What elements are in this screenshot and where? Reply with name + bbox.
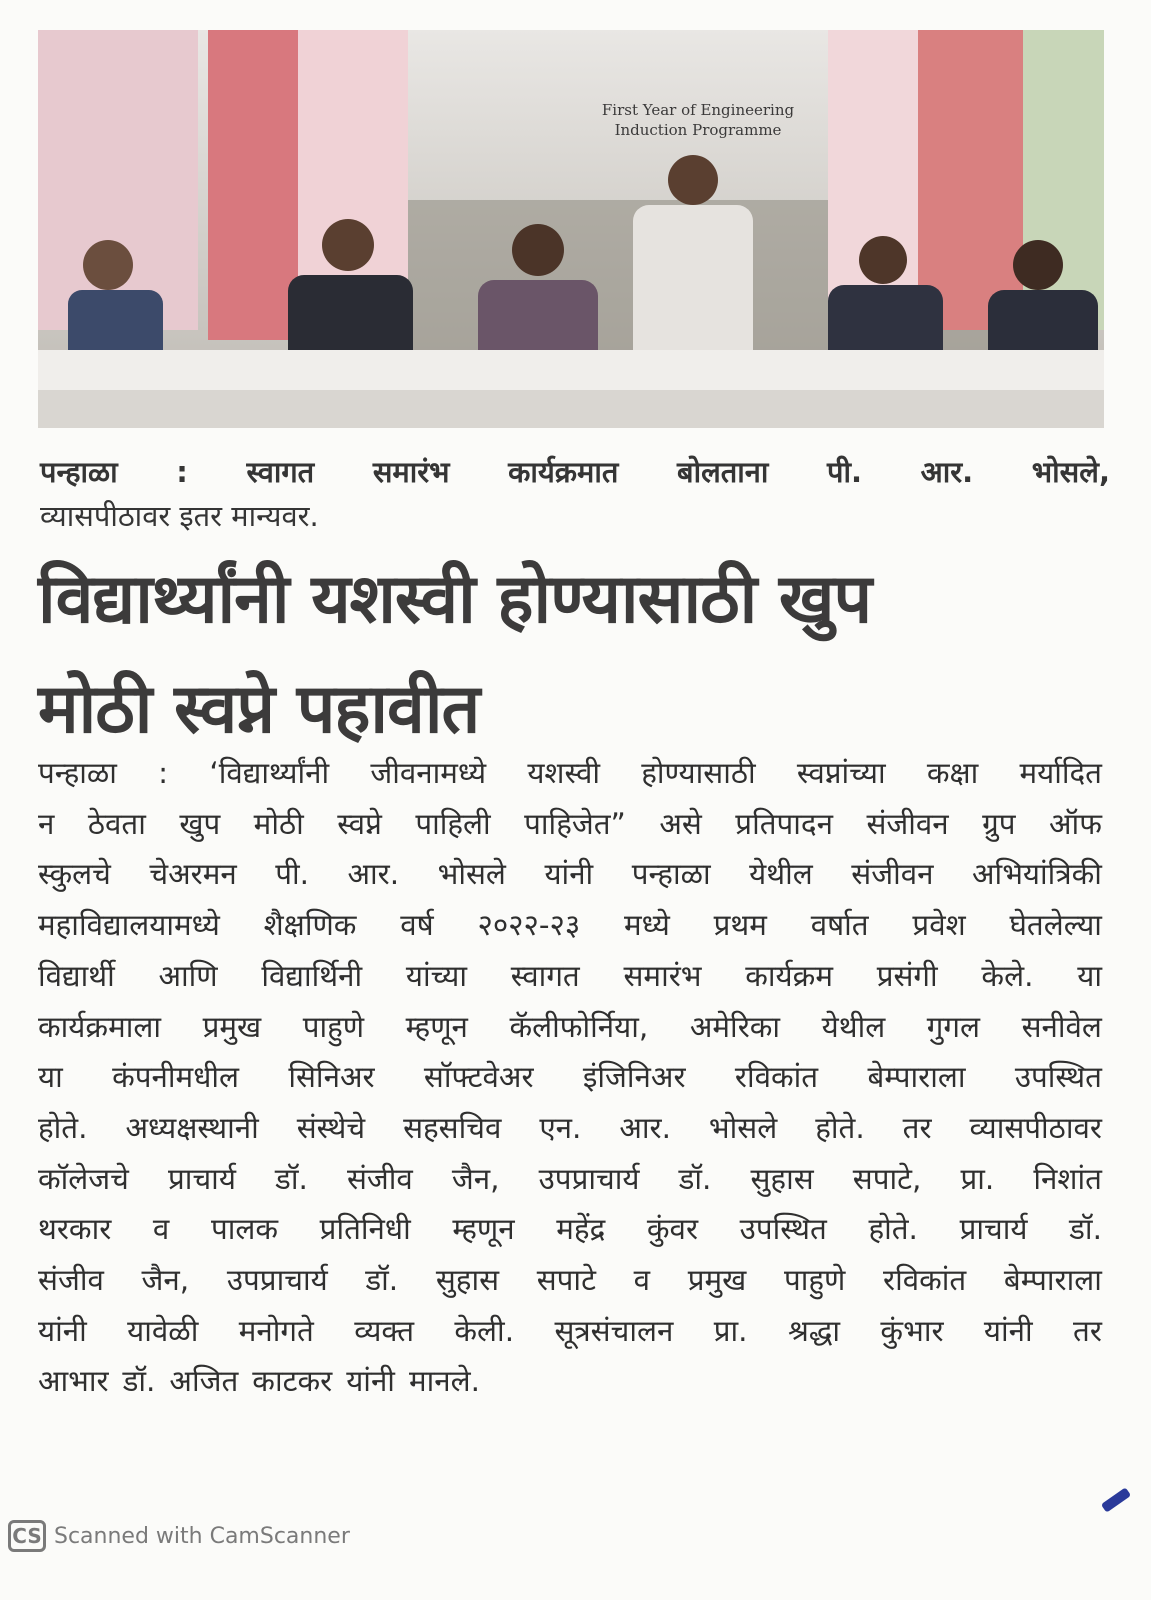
body-line: [38, 748, 1102, 799]
body-word: आर.: [619, 1110, 671, 1145]
body-word: अजित: [169, 1364, 239, 1399]
body-word: प्रा.: [713, 1313, 748, 1348]
body-word: संजीव: [38, 1263, 104, 1298]
caption-word: आर.: [920, 455, 974, 489]
body-word: मर्यादित: [1019, 756, 1102, 790]
body-word: रविकांत: [734, 1060, 819, 1095]
body-word: एन.: [539, 1110, 582, 1145]
banner-line-1: First Year of Engineering: [601, 101, 795, 119]
body-word: सपाटे,: [852, 1161, 922, 1196]
body-word: केले.: [981, 958, 1034, 993]
body-word: महेंद्र: [556, 1212, 606, 1247]
body-word: डॉ.: [1069, 1212, 1102, 1247]
body-word: मनोगते: [238, 1313, 314, 1348]
body-word: पाहिजेत”: [524, 806, 626, 841]
caption-word: समारंभ: [372, 455, 450, 489]
body-word: कार्यक्रम: [745, 958, 833, 993]
body-line: [38, 1255, 1102, 1306]
body-word: तर: [1073, 1313, 1102, 1348]
headline-line-1: विद्यार्थ्यांनी यशस्वी होण्यासाठी खुप: [38, 560, 872, 639]
body-word: विद्यार्थी: [38, 958, 115, 993]
camscanner-label: Scanned with CamScanner: [54, 1523, 350, 1549]
body-word: या: [1077, 958, 1102, 993]
body-word: असे: [659, 806, 702, 841]
body-word: प्रतिपादन: [735, 806, 833, 841]
banner-line-2: Induction Programme: [614, 121, 782, 139]
body-word: उपप्राचार्य: [226, 1263, 328, 1298]
body-word: काटकर: [252, 1364, 333, 1399]
body-word: सनीवेल: [1021, 1009, 1102, 1044]
caption-word: बोलताना: [677, 455, 769, 489]
body-word: येथील: [749, 857, 813, 892]
body-word: गुगल: [926, 1009, 981, 1044]
body-word: डॉ.: [275, 1161, 308, 1196]
body-word: होण्यासाठी: [641, 756, 756, 790]
body-word: निशांत: [1033, 1161, 1102, 1196]
body-line: [38, 1154, 1102, 1205]
body-word: जैन,: [141, 1263, 190, 1298]
body-word: ठेवता: [87, 806, 146, 841]
body-word: व्यक्त: [354, 1313, 415, 1348]
body-word: चेअरमन: [149, 857, 237, 892]
body-word: कॉलेजचे: [38, 1161, 129, 1196]
body-word: यशस्वी: [527, 756, 601, 790]
body-line: [38, 951, 1102, 1002]
body-line: [38, 1052, 1102, 1103]
caption-line-1: [40, 450, 1110, 494]
camscanner-watermark: [8, 1520, 350, 1552]
body-word: श्रद्धा: [787, 1313, 841, 1348]
body-word: बेम्पाराला: [1003, 1263, 1102, 1298]
body-word: डॉ.: [678, 1161, 712, 1196]
body-word: सिनिअर: [288, 1060, 375, 1095]
body-word: भोसले: [708, 1110, 778, 1145]
body-word: ऑफ: [1049, 806, 1102, 841]
body-word: खुप: [179, 806, 221, 841]
body-word: उपस्थित: [1014, 1060, 1102, 1095]
body-word: संजीवन: [851, 857, 934, 892]
body-word: समारंभ: [623, 958, 702, 993]
body-word: म्हणून: [405, 1009, 468, 1044]
pen-mark: [1101, 1487, 1131, 1512]
photo-caption: [40, 450, 1110, 538]
body-word: सुहास: [435, 1263, 500, 1298]
body-word: सूत्रसंचालन: [554, 1313, 674, 1348]
body-word: वर्ष: [400, 908, 434, 943]
body-word: आर.: [347, 857, 400, 892]
body-word: प्रमुख: [202, 1009, 262, 1044]
body-word: संजीव: [346, 1161, 413, 1196]
body-word: न: [38, 806, 55, 841]
body-word: तर: [902, 1110, 932, 1145]
body-word: भोसले: [437, 857, 506, 892]
body-word: उपस्थित: [739, 1212, 827, 1247]
body-word: घेतलेल्या: [1009, 908, 1102, 943]
photo-banner-text: [578, 100, 818, 140]
body-line: [38, 900, 1102, 951]
body-word: महाविद्यालयामध्ये: [38, 908, 220, 943]
body-word: पी.: [275, 857, 310, 892]
body-word: व: [633, 1263, 651, 1298]
body-word: पाहुणे: [302, 1009, 365, 1044]
body-line: [38, 1002, 1102, 1053]
body-word: सहसचिव: [403, 1110, 502, 1145]
body-word: पाहुणे: [783, 1263, 846, 1298]
body-word: कॅलीफोर्निया,: [509, 1009, 649, 1044]
body-word: होते.: [868, 1212, 918, 1247]
body-word: जैन,: [451, 1161, 500, 1196]
body-word: प्राचार्य: [168, 1161, 236, 1196]
body-word: कक्षा: [926, 756, 979, 790]
body-word: प्रमुख: [687, 1263, 747, 1298]
body-word: पाहिली: [415, 806, 491, 841]
body-line: [38, 1103, 1102, 1154]
caption-word: कार्यक्रमात: [508, 455, 619, 489]
body-word: प्राचार्य: [959, 1212, 1028, 1247]
body-word: रविकांत: [883, 1263, 967, 1298]
body-word: थरकार: [38, 1212, 112, 1247]
event-photo-illustration: [38, 30, 1104, 428]
body-word: येथील: [821, 1009, 886, 1044]
caption-word: पन्हाळा: [40, 455, 118, 489]
body-word: स्वप्नांच्या: [796, 756, 886, 790]
body-word: :: [158, 756, 169, 790]
body-word: होते.: [38, 1110, 88, 1145]
body-word: यावेळी: [127, 1313, 199, 1348]
body-word: ‘विद्यार्थ्यांनी: [209, 756, 330, 790]
body-word: संस्थेचे: [296, 1110, 366, 1145]
body-word: कंपनीमधील: [112, 1060, 239, 1095]
article-headline: [38, 545, 1118, 765]
body-word: स्वागत: [510, 958, 580, 993]
body-word: प्रवेश: [912, 908, 966, 943]
body-word: डॉ.: [365, 1263, 399, 1298]
body-word: कुंभार: [880, 1313, 944, 1348]
body-word: मानले.: [408, 1364, 480, 1399]
body-word: सुहास: [750, 1161, 814, 1196]
body-word: म्हणून: [452, 1212, 515, 1247]
body-word: पन्हाळा: [38, 756, 117, 790]
caption-line-2: व्यासपीठावर इतर मान्यवर.: [40, 499, 319, 533]
body-word: प्रतिनिधी: [319, 1212, 411, 1247]
body-word: पालक: [210, 1212, 279, 1247]
body-word: सपाटे: [536, 1263, 596, 1298]
camscanner-logo-icon: CS: [8, 1520, 46, 1552]
body-word: मध्ये: [623, 908, 670, 943]
body-word: जीवनामध्ये: [370, 756, 487, 790]
body-word: सॉफ्टवेअर: [423, 1060, 534, 1095]
body-word: आभार: [38, 1364, 109, 1399]
body-line: [38, 1204, 1102, 1255]
body-line: [38, 1356, 1102, 1407]
body-word: प्रसंगी: [876, 958, 938, 993]
body-word: पन्हाळा: [631, 857, 711, 892]
body-word: मोठी: [253, 806, 304, 841]
body-word: इंजिनिअर: [582, 1060, 686, 1095]
body-word: यांनी: [38, 1313, 87, 1348]
article-body: [38, 748, 1102, 1407]
body-word: ग्रुप: [982, 806, 1016, 841]
body-line: [38, 849, 1102, 900]
body-word: अभियांत्रिकी: [972, 857, 1102, 892]
body-word: कार्यक्रमाला: [38, 1009, 161, 1044]
caption-word: स्वागत: [246, 455, 315, 489]
body-word: यांनी: [544, 857, 594, 892]
body-word: व: [152, 1212, 170, 1247]
body-line: [38, 799, 1102, 850]
body-word: संजीवन: [866, 806, 949, 841]
body-word: होते.: [815, 1110, 865, 1145]
body-word: केली.: [454, 1313, 515, 1348]
body-word: स्कुलचे: [38, 857, 111, 892]
body-line: [38, 1306, 1102, 1357]
body-word: विद्यार्थिनी: [261, 958, 363, 993]
body-word: या: [38, 1060, 63, 1095]
body-word: अमेरिका: [689, 1009, 781, 1044]
body-word: अध्यक्षस्थानी: [125, 1110, 259, 1145]
caption-word: भोसले,: [1031, 455, 1110, 489]
body-word: कुंवर: [646, 1212, 699, 1247]
body-word: व्यासपीठावर: [969, 1110, 1102, 1145]
body-word: डॉ.: [122, 1364, 156, 1399]
body-word: आणि: [158, 958, 218, 993]
body-word: प्रथम: [713, 908, 767, 943]
headline-line-2: मोठी स्वप्ने पहावीत: [38, 670, 480, 749]
body-word: बेम्पाराला: [867, 1060, 966, 1095]
body-word: वर्षात: [810, 908, 869, 943]
body-word: यांच्या: [405, 958, 468, 993]
caption-word: पी.: [827, 455, 863, 489]
news-photo: [38, 30, 1104, 428]
caption-word: :: [176, 455, 188, 489]
body-word: उपप्राचार्य: [538, 1161, 640, 1196]
body-word: स्वप्ने: [337, 806, 382, 841]
body-word: प्रा.: [960, 1161, 995, 1196]
body-word: यांनी: [983, 1313, 1033, 1348]
body-word: यांनी: [346, 1364, 395, 1399]
body-word: २०२२-२३: [477, 908, 581, 943]
body-word: शैक्षणिक: [263, 908, 357, 943]
